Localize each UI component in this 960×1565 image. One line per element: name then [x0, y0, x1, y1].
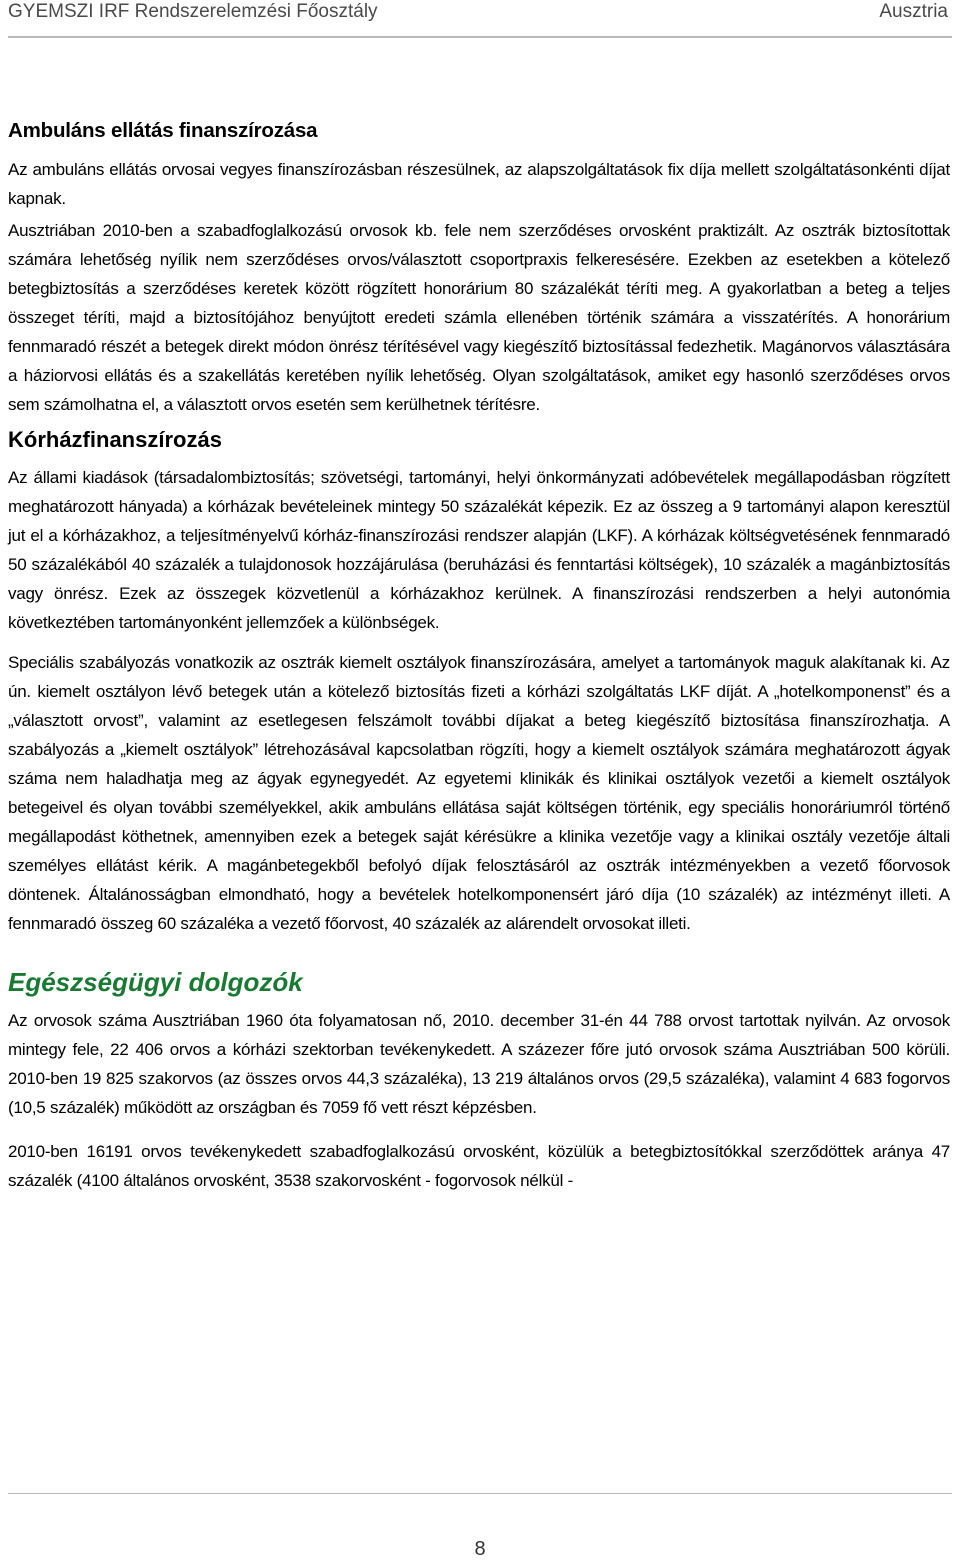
section-title-dolgozok: Egészségügyi dolgozók [8, 967, 303, 997]
section-title-korhaz: Kórházfinanszírozás [8, 427, 222, 452]
page-header [8, 0, 948, 24]
paragraph: Speciális szabályozás vonatkozik az osztrák kiemelt osztályok finanszírozására, amelyet a tartományok maguk alakítanak ki. Az ún. kiemelt osztályon lévő betegek után a kötelező biztosítás fizeti a kórházi szolgáltatás LKF díját. A „hotelkomponenst” és a „választott orvost”, valamint az esetlegesen felszámolt további díjakat a beteg kiegészítő biztosítása finanszírozhatja. A szabályozás a „kiemelt osztályok” létrehozásával kapcsolatban rögzíti, hogy a kiemelt osztályok számára meghatározott ágyak száma nem haladhatja meg az ágyak egynegyedét. Az egyetemi klinikák és klinikai osztályok vezetői a kiemelt osztályok betegeivel és olyan további személyekkel, akik ambuláns ellátása saját költségen történik, egy speciális honoráriumról történő megállapodást köthetnek, amennyiben ezek a betegek saját kérésükre a klinika vezetője vagy a klinikai osztály vezetője általi személyes ellátást kérik. A magánbetegekből befolyó díjak felosztásáról az osztrák intézményekben a vezető főorvosok döntenek. Általánosságban elmondható, hogy a bevételek hotelkomponensért járó díja (10 százalék) az intézményt illeti. A fennmaradó összeg 60 százaléka a vezető főorvost, 40 százalék az alárendelt orvosokat illeti. [8, 653, 950, 933]
paragraph: Az ambuláns ellátás orvosai vegyes finanszírozásban részesülnek, az alapszolgáltatások fix díja mellett szolgáltatásonkénti díjat kapnak. [8, 160, 950, 208]
footer-divider [8, 1493, 952, 1494]
header-divider [8, 36, 952, 38]
section-title-ambulans: Ambuláns ellátás finanszírozása [8, 119, 318, 142]
header-country: Ausztria [879, 1, 948, 22]
header-org: GYEMSZI IRF Rendszerelemzési Főosztály [8, 1, 378, 22]
page-number: 8 [474, 1538, 486, 1560]
paragraph: 2010-ben 16191 orvos tevékenykedett szabadfoglalkozású orvosként, közülük a betegbiztosítókkal szerződöttek aránya 47 százalék (4100 általános orvosként, 3538 szakorvosként - fogorvosok nélkül - [8, 1142, 950, 1190]
paragraph: Az állami kiadások (társadalombiztosítás; szövetségi, tartományi, helyi önkormányzati adóbevételek megállapodásban rögzített meghatározott hányada) a kórházak bevételeinek mintegy 50 százalékát képezik. Ez az összeg a 9 tartományi alapon keresztül jut el a kórházakhoz, a teljesítményelvű kórház-finanszírozási rendszer alapján (LKF). A kórházak költségvetésének fennmaradó 50 százalékából 40 százalék a tulajdonosok hozzájárulása (beruházási és fenntartási költségek), 10 százalék a magánbiztosítás vagy önrész. Ezek az összegek közvetlenül a kórházakhoz kerülnek. A finanszírozási rendszerben a helyi autonómia következtében tartományonként jellemzőek a különbségek. [8, 468, 950, 632]
paragraph: Az orvosok száma Ausztriában 1960 óta folyamatosan nő, 2010. december 31-én 44 788 orvost tartottak nyilván. Az orvosok mintegy fele, 22 406 orvos a kórházi szektorban tevékenykedett. A százezer főre jutó orvosok száma Ausztriában 500 körüli. 2010-ben 19 825 szakorvos (az összes orvos 44,3 százaléka), 13 219 általános orvos (29,5 százaléka), valamint 4 683 fogorvos (10,5 százalék) működött az országban és 7059 fő vett részt képzésben. [8, 1011, 950, 1117]
paragraph: Ausztriában 2010-ben a szabadfoglalkozású orvosok kb. fele nem szerződéses orvosként praktizált. Az osztrák biztosítottak számára lehetőség nyílik nem szerződéses orvos/választott csoportpraxis felkeresésére. Ezekben az esetekben a kötelező betegbiztosítás a szerződéses keretek között rögzített honorárium 80 százalékát téríti meg. A gyakorlatban a beteg a teljes összeget téríti, majd a biztosítójához benyújtott eredeti számla ellenében történik számára a visszatérítés. A honorárium fennmaradó részét a betegek direkt módon önrész térítésével vagy kiegészítő biztosítással fedezhetik. Magánorvos választására a háziorvosi ellátás és a szakellátás keretében nyílik lehetőség. Olyan szolgáltatások, amiket egy hasonló szerződéses orvos sem számolhatna el, a választott orvos esetén sem kerülhetnek térítésre. [8, 221, 950, 414]
document-body [8, 118, 950, 1195]
